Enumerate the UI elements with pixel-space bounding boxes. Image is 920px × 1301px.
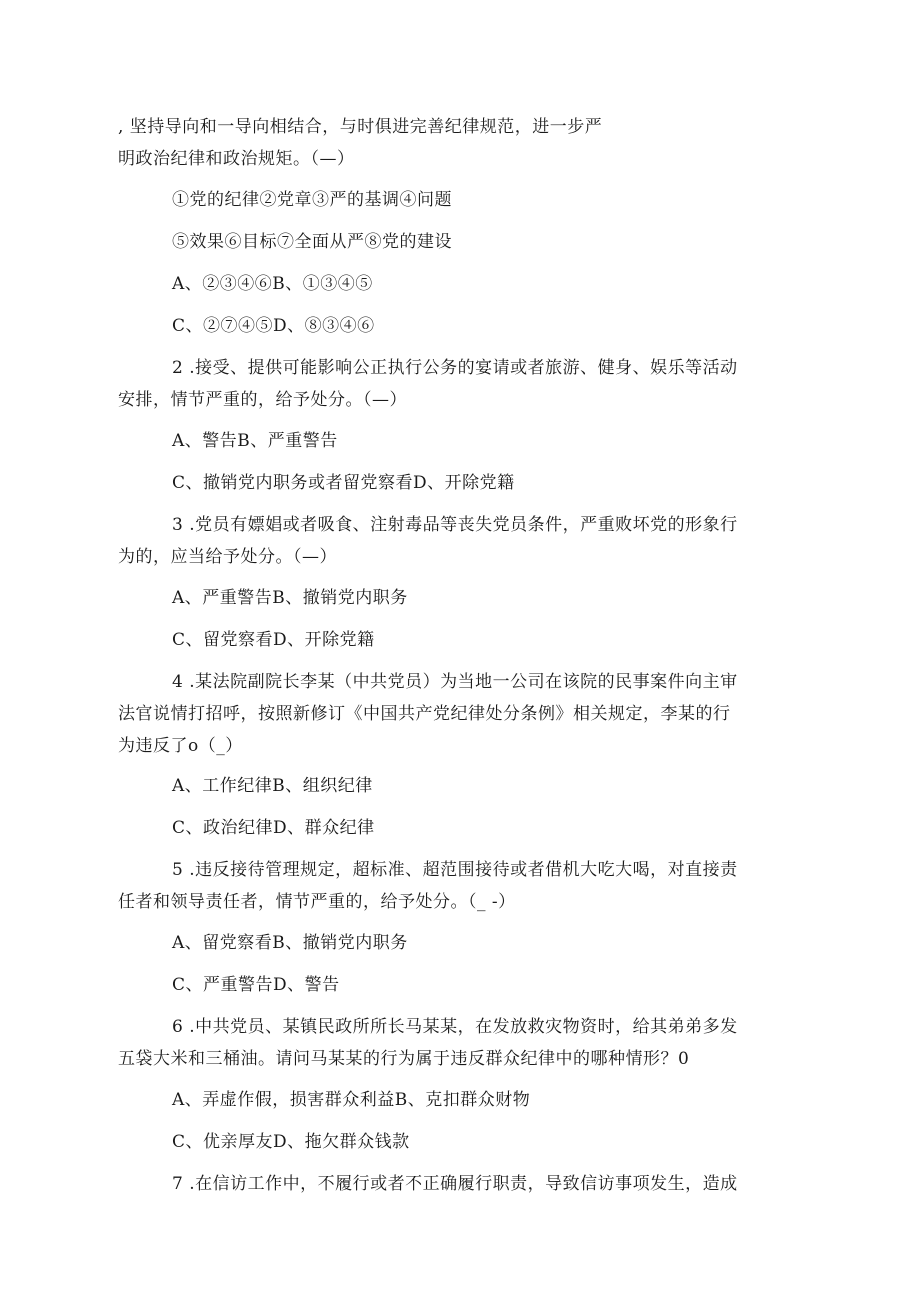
text-line: A、弄虚作假，损害群众利益B、克扣群众财物 [172, 1090, 531, 1110]
text-line: ①党的纪律②党章③严的基调④问题 [172, 190, 452, 210]
text-line: 任者和领导责任者，情节严重的，给予处分。（_ -） [118, 892, 516, 912]
text-line: ⑤效果⑥目标⑦全面从严⑧党的建设 [172, 232, 452, 252]
text-line: 安排，情节严重的，给予处分。（—） [118, 390, 407, 410]
text-line: C、政治纪律D、群众纪律 [172, 818, 375, 838]
text-line: A、留党察看B、撤销党内职务 [172, 933, 408, 953]
text-line: 7 .在信访工作中，不履行或者不正确履行职责，导致信访事项发生，造成 [172, 1174, 738, 1194]
text-line: 5 .违反接待管理规定，超标准、超范围接待或者借机大吃大喝，对直接责 [172, 860, 738, 880]
text-line: A、警告B、严重警告 [172, 431, 338, 451]
text-line: 3 .党员有嫖娼或者吸食、注射毒品等丧失党员条件，严重败坏党的形象行 [172, 515, 738, 535]
text-line: 6 .中共党员、某镇民政所所长马某某，在发放救灾物资时，给其弟弟多发 [172, 1017, 738, 1037]
text-line: 2 .接受、提供可能影响公正执行公务的宴请或者旅游、健身、娱乐等活动 [172, 358, 738, 378]
text-line: C、严重警告D、警告 [172, 975, 340, 995]
text-line: A、严重警告B、撤销党内职务 [172, 588, 408, 608]
text-line: 为违反了o（_） [118, 736, 243, 756]
text-line: 为的，应当给予处分。（—） [118, 547, 337, 567]
text-line: 明政治纪律和政治规矩。（—） [118, 149, 355, 169]
text-line: , 坚持导向和一导向相结合，与时俱进完善纪律规范，进一步严 [118, 117, 603, 137]
text-line: A、工作纪律B、组织纪律 [172, 776, 373, 796]
text-line: 五袋大米和三桶油。请问马某某的行为属于违反群众纪律中的哪种情形？0 [118, 1049, 690, 1069]
text-line: C、②⑦④⑤D、⑧③④⑥ [172, 316, 375, 336]
text-line: C、撤销党内职务或者留党察看D、开除党籍 [172, 473, 515, 493]
text-line: 法官说情打招呼，按照新修订《中国共产党纪律处分条例》相关规定，李某的行 [118, 704, 731, 724]
text-line: A、②③④⑥B、①③④⑤ [172, 274, 373, 294]
text-line: 4 .某法院副院长李某（中共党员）为当地一公司在该院的民事案件向主审 [172, 672, 738, 692]
text-line: C、优亲厚友D、拖欠群众钱款 [172, 1132, 410, 1152]
text-line: C、留党察看D、开除党籍 [172, 630, 375, 650]
